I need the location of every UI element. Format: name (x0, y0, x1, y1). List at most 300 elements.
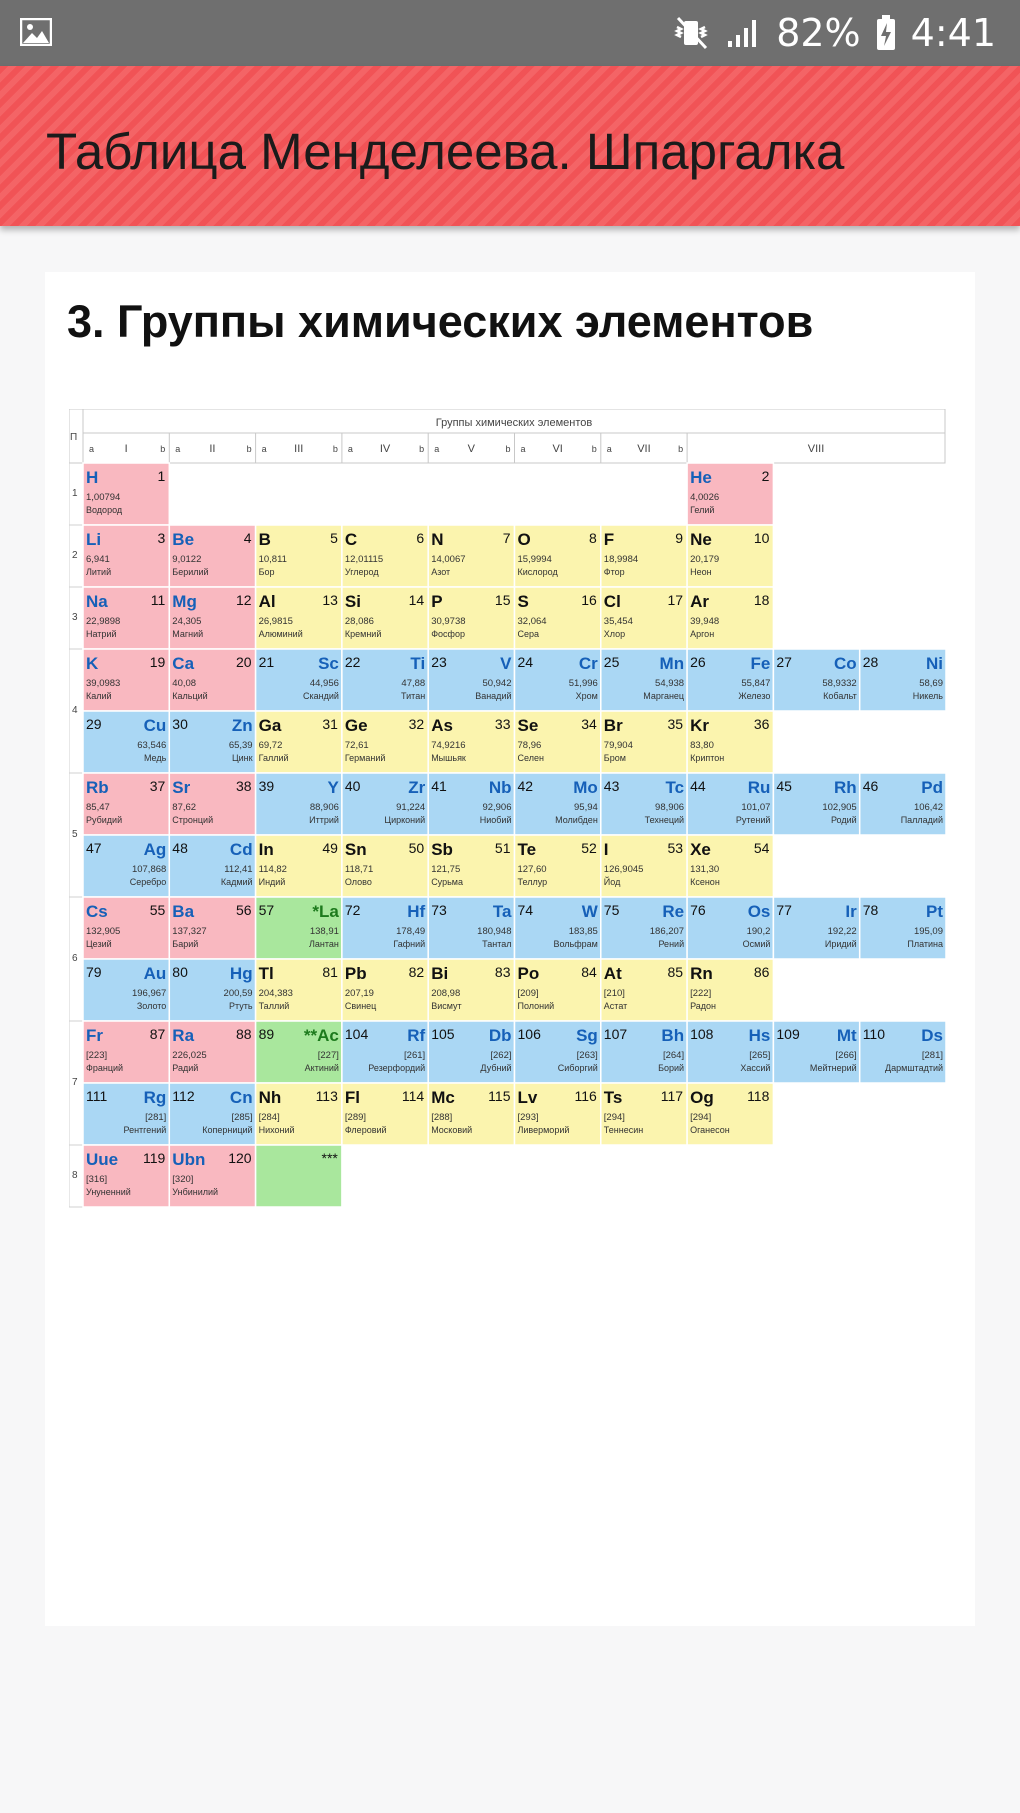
element-number: 116 (574, 1088, 597, 1104)
group-sub-b: b (419, 444, 425, 454)
element-symbol: Db (488, 1026, 512, 1045)
element-cell-Cn (169, 1083, 255, 1145)
element-symbol: At (603, 964, 622, 983)
element-mass: 58,9332 (822, 678, 857, 689)
element-name: Московий (431, 1125, 473, 1135)
element-mass: 178,49 (396, 926, 426, 937)
element-symbol: Na (86, 592, 108, 611)
element-number: 13 (322, 592, 338, 608)
group-sub-a: a (606, 444, 612, 454)
element-name: Иридий (824, 939, 857, 949)
element-number: 78 (862, 902, 879, 918)
element-mass: 138,91 (309, 926, 339, 937)
element-name: Нихоний (258, 1125, 295, 1135)
element-cell-H (83, 463, 169, 525)
group-number: VIII (807, 443, 825, 455)
element-cell-Ta (428, 897, 514, 959)
element-number: 111 (86, 1088, 108, 1104)
element-mass: 102,905 (822, 802, 857, 813)
element-mass: 78,96 (517, 740, 542, 751)
element-name: Радон (690, 1001, 717, 1011)
element-number: 104 (344, 1026, 369, 1042)
element-mass: 28,086 (344, 616, 374, 627)
element-cell-Ra (169, 1021, 255, 1083)
element-name: Хлор (603, 629, 626, 639)
element-symbol: Mn (659, 654, 685, 673)
element-cell-P (428, 587, 514, 649)
element-cell-Rf (342, 1021, 428, 1083)
element-symbol: *La (312, 902, 339, 921)
element-number: 14 (408, 592, 425, 608)
element-mass: 35,454 (603, 616, 633, 627)
element-symbol: Mg (172, 592, 197, 611)
element-cell-Hs (687, 1021, 773, 1083)
element-number: 86 (753, 964, 770, 980)
element-number: 107 (603, 1026, 628, 1042)
element-cell-B (256, 525, 342, 587)
element-name: Цинк (232, 753, 253, 763)
element-name: Резерфордий (368, 1063, 426, 1073)
element-number: 112 (172, 1088, 195, 1104)
element-name: Галлий (258, 753, 289, 763)
element-symbol: Sn (344, 840, 367, 859)
element-cell-N (428, 525, 514, 587)
element-cell-Nb (428, 773, 514, 835)
element-symbol: W (581, 902, 598, 921)
element-name: Ксенон (690, 877, 720, 887)
element-name: Кислород (517, 567, 558, 577)
element-mass: 55,847 (741, 678, 771, 689)
group-number: I (124, 443, 128, 455)
element-number: 56 (236, 902, 252, 918)
group-sub-a: a (261, 444, 267, 454)
element-mass: 92,906 (482, 802, 512, 813)
element-mass: [262] (490, 1050, 512, 1061)
element-number: 23 (431, 654, 447, 670)
element-name: Селен (517, 753, 544, 763)
element-symbol: H (86, 468, 99, 487)
element-symbol: V (500, 654, 512, 673)
element-symbol: Se (517, 716, 539, 735)
element-number: 50 (408, 840, 425, 856)
element-name: Борий (658, 1063, 685, 1073)
section-title: 3. Группы химических элементов (67, 296, 814, 347)
element-number: 38 (236, 778, 252, 794)
element-number: 75 (603, 902, 620, 918)
element-mass: 126,9045 (603, 864, 644, 875)
element-cell-Tl (256, 959, 342, 1021)
element-number: 115 (488, 1088, 511, 1104)
element-name: Фосфор (431, 629, 465, 639)
element-mass: 10,811 (258, 554, 287, 565)
element-symbol: Ts (603, 1088, 623, 1107)
status-bar (0, 0, 1020, 66)
element-name: Ливерморий (517, 1125, 570, 1135)
element-number: 45 (776, 778, 792, 794)
element-cell-Rg (83, 1083, 169, 1145)
element-symbol: Ba (172, 902, 195, 921)
element-name: Вольфрам (553, 939, 598, 949)
element-number: 76 (690, 902, 706, 918)
element-symbol: Ca (172, 654, 195, 673)
element-number: 7 (502, 530, 511, 546)
element-name: Родий (830, 815, 857, 825)
element-mass: 192,22 (827, 926, 857, 937)
periodic-table-image (69, 409, 949, 1209)
element-mass: 207,19 (344, 988, 374, 999)
element-symbol: Y (327, 778, 339, 797)
element-mass: 204,383 (258, 988, 293, 999)
element-mass: [263] (576, 1050, 598, 1061)
element-name: Титан (401, 691, 426, 701)
element-name: Гафний (393, 939, 426, 949)
element-name: Литий (86, 567, 112, 577)
element-symbol: Cr (578, 654, 598, 673)
element-mass: 106,42 (913, 802, 943, 813)
app-title: Таблица Менделеева. Шпаргалка (46, 123, 845, 180)
element-mass: [285] (231, 1112, 253, 1123)
element-cell-Mt (773, 1021, 859, 1083)
element-number: 18 (753, 592, 770, 608)
group-sub-b: b (160, 444, 166, 454)
app-bar (0, 66, 1020, 226)
element-number: 27 (776, 654, 792, 670)
element-name: Германий (344, 753, 386, 763)
element-name: Олово (344, 877, 372, 887)
element-name: Кремний (344, 629, 382, 639)
element-symbol: Hs (748, 1026, 771, 1045)
element-mass: [261] (404, 1050, 426, 1061)
group-sub-b: b (678, 444, 684, 454)
element-number: 3 (157, 530, 166, 546)
element-symbol: Cl (603, 592, 621, 611)
element-number: 10 (753, 530, 770, 546)
element-name: Индий (258, 877, 286, 887)
element-name: Мышьяк (431, 753, 466, 763)
element-symbol: Hg (229, 964, 253, 983)
element-cell-Cr (515, 649, 601, 711)
element-name: Дубний (480, 1063, 512, 1073)
element-cell-Be (169, 525, 255, 587)
element-mass: 44,956 (309, 678, 339, 689)
element-number: 34 (581, 716, 597, 732)
element-symbol: Tl (258, 964, 274, 983)
element-number: 46 (862, 778, 879, 794)
element-symbol: Sc (318, 654, 339, 673)
element-mass: 6,941 (86, 554, 110, 565)
element-cell-V (428, 649, 514, 711)
group-number: V (467, 443, 476, 455)
element-cell-Na (83, 587, 169, 649)
element-cell-W (515, 897, 601, 959)
element-number: 37 (149, 778, 166, 794)
element-mass: [320] (172, 1174, 194, 1185)
element-number: 4 (243, 530, 252, 546)
element-mass: [281] (145, 1112, 167, 1123)
element-number: 79 (86, 964, 102, 980)
element-name: Теллур (517, 877, 548, 887)
element-symbol: Bh (661, 1026, 685, 1045)
element-cell-Lv (515, 1083, 601, 1145)
element-cell-Re (601, 897, 687, 959)
element-symbol: Cs (86, 902, 108, 921)
element-name: Унуненний (86, 1187, 131, 1197)
element-cell-Po (515, 959, 601, 1021)
element-name: Стронций (172, 815, 214, 825)
element-cell-Rh (773, 773, 859, 835)
element-number: 41 (431, 778, 447, 794)
element-cell-Nh (256, 1083, 342, 1145)
element-symbol: Kr (690, 716, 710, 735)
element-number: 39 (258, 778, 275, 794)
element-symbol: S (517, 592, 529, 611)
element-cell-Ir (773, 897, 859, 959)
element-symbol: C (344, 530, 358, 549)
element-cell-placeholder (256, 1145, 342, 1207)
table-header-title: Группы химических элементов (435, 417, 593, 429)
element-symbol: Ru (747, 778, 771, 797)
element-mass: 65,39 (228, 740, 253, 751)
element-mass: 195,09 (913, 926, 943, 937)
element-cell-Rb (83, 773, 169, 835)
element-name: Франций (86, 1063, 124, 1073)
element-cell-Co (773, 649, 859, 711)
element-name: Сера (517, 629, 540, 639)
element-mass: 226,025 (172, 1050, 207, 1061)
element-symbol: Ds (921, 1026, 943, 1045)
period-number: 2 (72, 550, 78, 561)
element-name: Хассий (740, 1063, 771, 1073)
element-name: Водород (86, 505, 123, 515)
period-number: 8 (72, 1170, 78, 1181)
image-icon (20, 18, 52, 46)
element-name: Астат (603, 1001, 628, 1011)
element-name: Кадмий (220, 877, 253, 887)
element-mass: 196,967 (131, 988, 167, 999)
element-mass: 88,906 (309, 802, 339, 813)
element-number: 72 (344, 902, 361, 918)
element-mass: 87,62 (172, 802, 197, 813)
element-mass: 137,327 (172, 926, 207, 937)
element-symbol: Al (258, 592, 276, 611)
element-number: 117 (660, 1088, 684, 1104)
element-name: Полоний (517, 1001, 555, 1011)
element-cell-Ni (860, 649, 946, 711)
element-mass: 114,82 (258, 864, 287, 875)
element-cell-Uue (83, 1145, 169, 1207)
element-name: Бром (603, 753, 626, 763)
element-cell-Ag (83, 835, 169, 897)
element-number: 108 (690, 1026, 714, 1042)
clock: 4:41 (910, 11, 996, 55)
element-symbol: O (517, 530, 531, 549)
element-cell-Ds (860, 1021, 946, 1083)
element-number: 44 (690, 778, 706, 794)
group-sub-a: a (520, 444, 526, 454)
element-cell-Au (83, 959, 169, 1021)
element-mass: 186,207 (649, 926, 685, 937)
element-number: 119 (142, 1150, 166, 1166)
element-number: 25 (603, 654, 620, 670)
element-mass: 63,546 (137, 740, 167, 751)
element-mass: 14,0067 (431, 554, 466, 565)
element-symbol: Sb (431, 840, 453, 859)
element-symbol: Nh (258, 1088, 282, 1107)
element-cell-Ru (687, 773, 773, 835)
element-symbol: Cn (229, 1088, 253, 1107)
element-name: Фтор (603, 567, 625, 577)
element-mass: [284] (258, 1112, 280, 1123)
element-name: Неон (690, 567, 712, 577)
element-name: Бор (258, 567, 275, 577)
element-name: Сурьма (431, 877, 463, 887)
element-mass: 72,61 (344, 740, 369, 751)
period-number: 5 (72, 829, 78, 840)
element-name: Рений (658, 939, 685, 949)
element-symbol: Lv (517, 1088, 538, 1107)
element-mass: [281] (921, 1050, 943, 1061)
element-number: 54 (753, 840, 770, 856)
element-symbol: Xe (690, 840, 711, 859)
group-sub-a: a (347, 444, 353, 454)
element-name: Хром (575, 691, 598, 701)
element-mass: 180,948 (477, 926, 512, 937)
element-name: Иттрий (309, 815, 339, 825)
element-mass: [293] (517, 1112, 539, 1123)
element-name: Палладий (900, 815, 943, 825)
element-number: 83 (494, 964, 511, 980)
element-number: 89 (258, 1026, 275, 1042)
group-number: III (294, 443, 304, 455)
element-number: 2 (761, 468, 770, 484)
element-name: Алюминий (258, 629, 303, 639)
element-symbol: Ni (926, 654, 943, 673)
element-number: 84 (581, 964, 597, 980)
element-cell-He (687, 463, 773, 525)
element-symbol: Os (747, 902, 771, 921)
element-number: 20 (236, 654, 252, 670)
element-cell-Pt (860, 897, 946, 959)
element-number: 74 (517, 902, 534, 918)
element-cell-Ca (169, 649, 255, 711)
element-mass: 91,224 (396, 802, 426, 813)
element-symbol: Po (517, 964, 540, 983)
element-number: *** (321, 1150, 338, 1166)
element-symbol: Re (662, 902, 685, 921)
element-number: 48 (172, 840, 188, 856)
element-mass: [209] (517, 988, 539, 999)
element-mass: 15,9994 (517, 554, 552, 565)
element-symbol: Mt (836, 1026, 857, 1045)
element-symbol: Rh (834, 778, 857, 797)
element-name: Коперниций (202, 1125, 253, 1135)
element-number: 42 (517, 778, 534, 794)
element-number: 77 (776, 902, 792, 918)
element-number: 120 (228, 1150, 252, 1166)
element-mass: 98,906 (655, 802, 685, 813)
element-symbol: Fr (86, 1026, 103, 1045)
period-number: 7 (72, 1077, 78, 1088)
element-symbol: Fe (750, 654, 771, 673)
element-name: Радий (172, 1063, 199, 1073)
element-cell-Mn (601, 649, 687, 711)
element-number: 8 (589, 530, 597, 546)
element-number: 114 (401, 1088, 425, 1104)
element-number: 11 (150, 592, 166, 608)
element-number: 28 (862, 654, 879, 670)
element-number: 32 (408, 716, 425, 732)
element-cell-S (515, 587, 601, 649)
element-cell-Db (428, 1021, 514, 1083)
element-cell-Se (515, 711, 601, 773)
element-cell-Bi (428, 959, 514, 1021)
element-number: 87 (149, 1026, 166, 1042)
element-cell-As (428, 711, 514, 773)
content-card (45, 272, 975, 1626)
element-symbol: Rn (690, 964, 713, 983)
element-number: 12 (236, 592, 252, 608)
period-number: 6 (72, 953, 78, 964)
element-cell-Ga (256, 711, 342, 773)
element-number: 6 (416, 530, 425, 546)
element-cell-Mo (515, 773, 601, 835)
element-cell-Si (342, 587, 428, 649)
element-symbol: Uue (86, 1150, 119, 1169)
element-symbol: Fl (344, 1088, 361, 1107)
element-cell-Ti (342, 649, 428, 711)
signal-icon (726, 17, 762, 49)
group-sub-b: b (246, 444, 252, 454)
element-symbol: Mo (573, 778, 598, 797)
element-cell-Sr (169, 773, 255, 835)
element-mass: 51,996 (568, 678, 598, 689)
element-cell-Cd (169, 835, 255, 897)
element-number: 51 (494, 840, 511, 856)
element-mass: 118,71 (344, 864, 374, 875)
element-mass: [264] (662, 1050, 685, 1061)
element-cell-Ac (256, 1021, 342, 1083)
group-number: VII (637, 443, 651, 455)
element-symbol: Nb (488, 778, 512, 797)
element-name: Марганец (643, 691, 685, 701)
element-mass: [227] (317, 1050, 339, 1061)
element-mass: 54,938 (655, 678, 685, 689)
element-symbol: Br (603, 716, 623, 735)
element-cell-Y (256, 773, 342, 835)
element-symbol: He (690, 468, 712, 487)
element-cell-Cs (83, 897, 169, 959)
element-cell-Cl (601, 587, 687, 649)
element-cell-Mc (428, 1083, 514, 1145)
element-name: Берилий (172, 567, 209, 577)
element-name: Таллий (258, 1001, 290, 1011)
element-symbol: Cu (143, 716, 167, 735)
period-number: 3 (72, 612, 78, 623)
element-mass: 47,88 (401, 678, 426, 689)
element-mass: 32,064 (517, 616, 547, 627)
element-name: Кальций (172, 691, 208, 701)
element-number: 24 (517, 654, 534, 670)
element-cell-In (256, 835, 342, 897)
element-cell-I (601, 835, 687, 897)
element-number: 16 (581, 592, 597, 608)
element-cell-Og (687, 1083, 773, 1145)
element-mass: [316] (86, 1174, 108, 1185)
element-cell-F (601, 525, 687, 587)
element-cell-La (256, 897, 342, 959)
element-number: 26 (690, 654, 706, 670)
element-mass: 30,9738 (431, 616, 466, 627)
